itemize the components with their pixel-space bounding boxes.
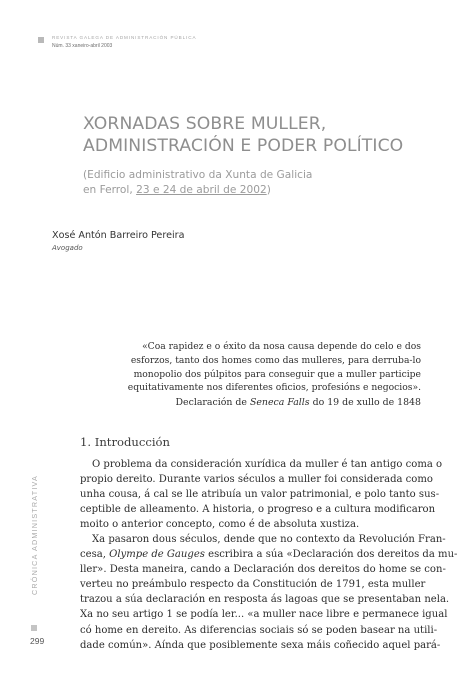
body-line: O problema da consideración xurídica da muller é tan antigo coma o [92,459,443,470]
side-marker [31,625,37,631]
body-line [80,547,458,562]
body-line: Xa no seu artigo 1 se podía ler... «a muller nace libre e permanece igual [80,609,448,621]
section-side-label [30,475,40,615]
epigraph-line: «Coa rapidez e o éxito da nosa causa depende do celo e dos [142,341,421,352]
subtitle-dates: 23 e 24 de abril de 2002 [136,183,267,196]
title-line-2: ADMINISTRACIÓN E PODER POLÍTICO [83,136,404,156]
body-italic: Olympe de Gauges [109,549,205,561]
epigraph-line: equitativamente nos diferentes oficios, profesións e negocios». [127,382,421,394]
author-name: Xosé Antón Barreiro Pereira [52,230,185,241]
body-line: propio dereito. Durante varios séculos a muller foi considerada como [80,474,433,486]
header-marker [38,37,44,43]
article-title [83,113,403,157]
subtitle-prefix: en Ferrol, [83,183,137,196]
issue-info: Núm. 33 xaneiro-abril 2003 [52,43,113,49]
subtitle-line-2 [83,183,312,198]
body-line: dade común». Aínda que posiblemente sexa máis coñecido aquel pará- [80,639,441,651]
body-line: có home en dereito. As diferencias sociais só se poden basear na utili- [80,624,438,636]
epigraph-line: esforzos, tanto dos homes como das mulleres, para derruba-lo [130,354,421,366]
source-suffix: do 19 de xullo de 1848 [309,397,421,408]
epigraph-line: monopolio dos púlpitos para conseguir que a muller participe [133,368,421,380]
source-title: Seneca Falls [249,397,310,408]
page-number: 299 [30,636,45,646]
body-line: verteu no preámbulo respecto da Constitución de 1791, esta muller [80,579,426,591]
body-line: ceptible de alleamento. A historia, o progreso e a cultura modificaron [80,504,436,516]
body-fragment: escribira a súa «Declaración dos dereitos da mu- [204,549,458,561]
body-line: trazou a súa declaración en resposta ás lagoas que se presentaban nela. [80,594,450,606]
article-subtitle [83,168,312,197]
side-label-text: CRÓNICA ADMINISTRATIVA [30,475,39,595]
source-prefix: Declaración de [175,397,250,408]
journal-name: REVISTA GALEGA DE ADMINISTRACIÓN PÚBLICA [52,35,197,40]
subtitle-suffix: ) [266,183,271,196]
body-fragment: cesa, [80,549,110,561]
section-heading: 1. Introducción [80,435,171,449]
body-line: unha cousa, á cal se lle atribuía un valor patrimonial, e polo tanto sus- [80,489,440,501]
author-role: Avogado [52,244,83,252]
body-line: Xa pasaron dous séculos, dende que no contexto da Revolución Fran- [92,534,446,546]
body-line: ller». Desta maneira, cando a Declaración dos dereitos do home se con- [80,564,446,576]
epigraph-quote [121,340,421,395]
title-line-1: XORNADAS SOBRE MULLER, [83,114,327,134]
body-line: moito o anterior concepto, como é de absoluta xustiza. [80,519,360,531]
subtitle-line-1: (Edificio administrativo da Xunta de Galicia [83,169,313,181]
epigraph-source [176,397,421,408]
body-text [80,457,458,653]
